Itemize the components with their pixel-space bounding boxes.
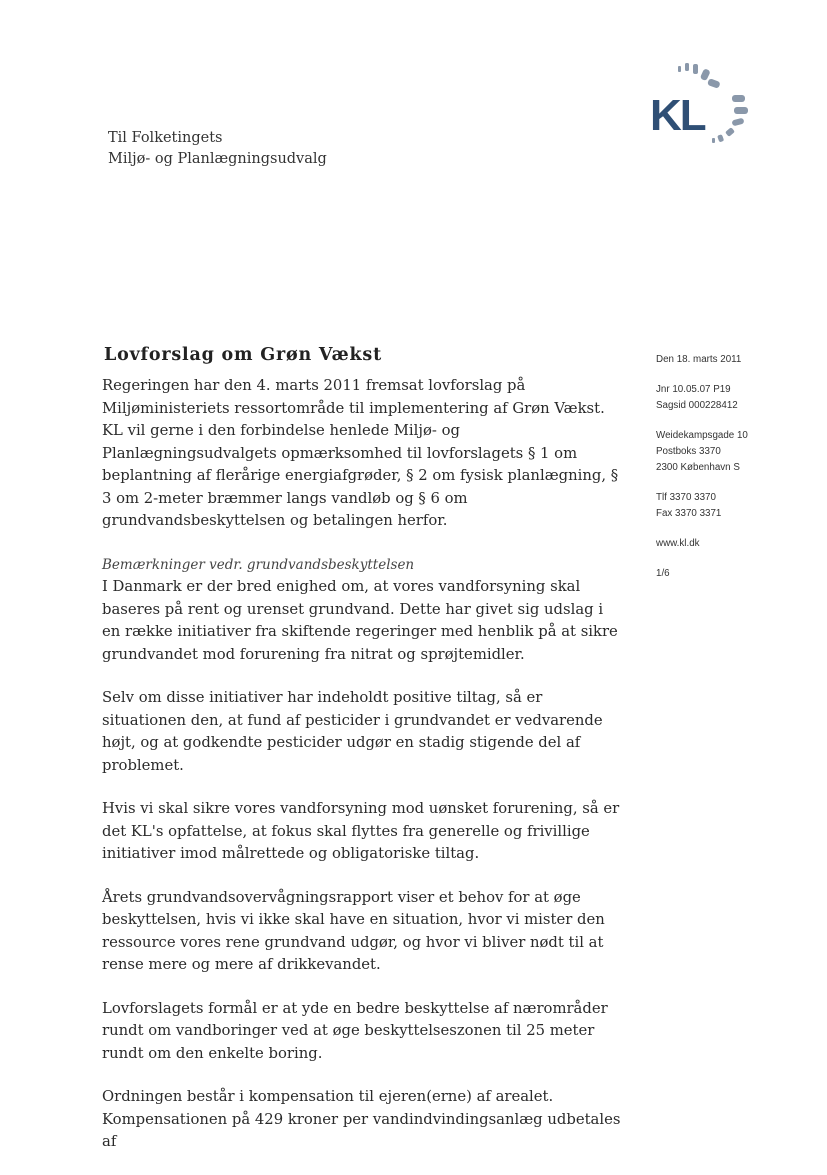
addressee-line-2: Miljø- og Planlægningsudvalg [108, 151, 327, 167]
section-subheading: Bemærkninger vedr. grundvandsbeskyttelsen [102, 556, 415, 573]
paragraph-4: Hvis vi skal sikre vores vandforsyning mod uønsket forurening, så er det KL's opfattelse, at fokus skal flyttes fra generelle og frivillige initiativer imod målrettede og obligatoriske tiltag. [102, 800, 620, 862]
address-street: Weidekampsgade 10 [656, 430, 748, 441]
paragraph-3: Selv om disse initiativer har indeholdt positive tiltag, så er situationen den, at fund af pesticider i grundvandet er vedvarende højt, og at godkendte pesticider udgør en stadig stigende del af problemet. [102, 689, 603, 774]
paragraph-7: Ordningen består i kompensation til ejeren(erne) af arealet. Kompensationen på 429 kroner per vandindvindingsanlæg udbetales af [102, 1088, 621, 1150]
website: www.kl.dk [656, 538, 700, 549]
logo-text: KL [650, 91, 705, 140]
paragraph-5: Årets grundvandsovervågningsrapport viser et behov for at øge beskyttelsen, hvis vi ikke skal have en situation, hvor vi mister den ressource vores rene grundvand udgør, og hvor vi bliver nødt til at rense mere og mere af drikkevandet. [102, 888, 605, 973]
addressee [108, 128, 327, 170]
letter-body [102, 375, 622, 1175]
addressee-line-1: Til Folketingets [108, 130, 223, 146]
case-id: Sagsid 000228412 [656, 400, 738, 411]
fax: Fax 3370 3371 [656, 508, 722, 519]
kl-logo [648, 60, 758, 160]
address-city: 2300 København S [656, 462, 740, 473]
phone: Tlf 3370 3370 [656, 492, 716, 503]
address-box: Postboks 3370 [656, 446, 721, 457]
page-number: 1/6 [656, 568, 670, 579]
letter-date: Den 18. marts 2011 [656, 354, 742, 365]
paragraph-intro: Regeringen har den 4. marts 2011 fremsat lovforslag på Miljøministeriets ressortområde til implementering af Grøn Vækst. KL vil gerne i den forbindelse henlede Miljø- og Planlægningsudvalgets opmærksomhed til lovforslagets § 1 om beplantning af flerårige energiafgrøder, § 2 om fysisk planlægning, § 3 om 2-meter bræmmer langs vandløb og § 6 om grundvandsbeskyttelsen og betalingen herfor. [102, 377, 619, 529]
paragraph-6: Lovforslagets formål er at yde en bedre beskyttelse af nærområder rundt om vandboringer ved at øge beskyttelseszonen til 25 meter rundt om den enkelte boring. [102, 999, 608, 1062]
sender-meta [656, 352, 816, 582]
letter-title: Lovforslag om Grøn Vækst [104, 345, 382, 365]
journal-number: Jnr 10.05.07 P19 [656, 384, 731, 395]
paragraph-2: I Danmark er der bred enighed om, at vores vandforsyning skal baseres på rent og urenset grundvand. Dette har givet sig udslag i en række initiativer fra skiftende regeringer med henblik på at sikre grundvandet mod forurening fra nitrat og sprøjtemidler. [102, 578, 618, 663]
